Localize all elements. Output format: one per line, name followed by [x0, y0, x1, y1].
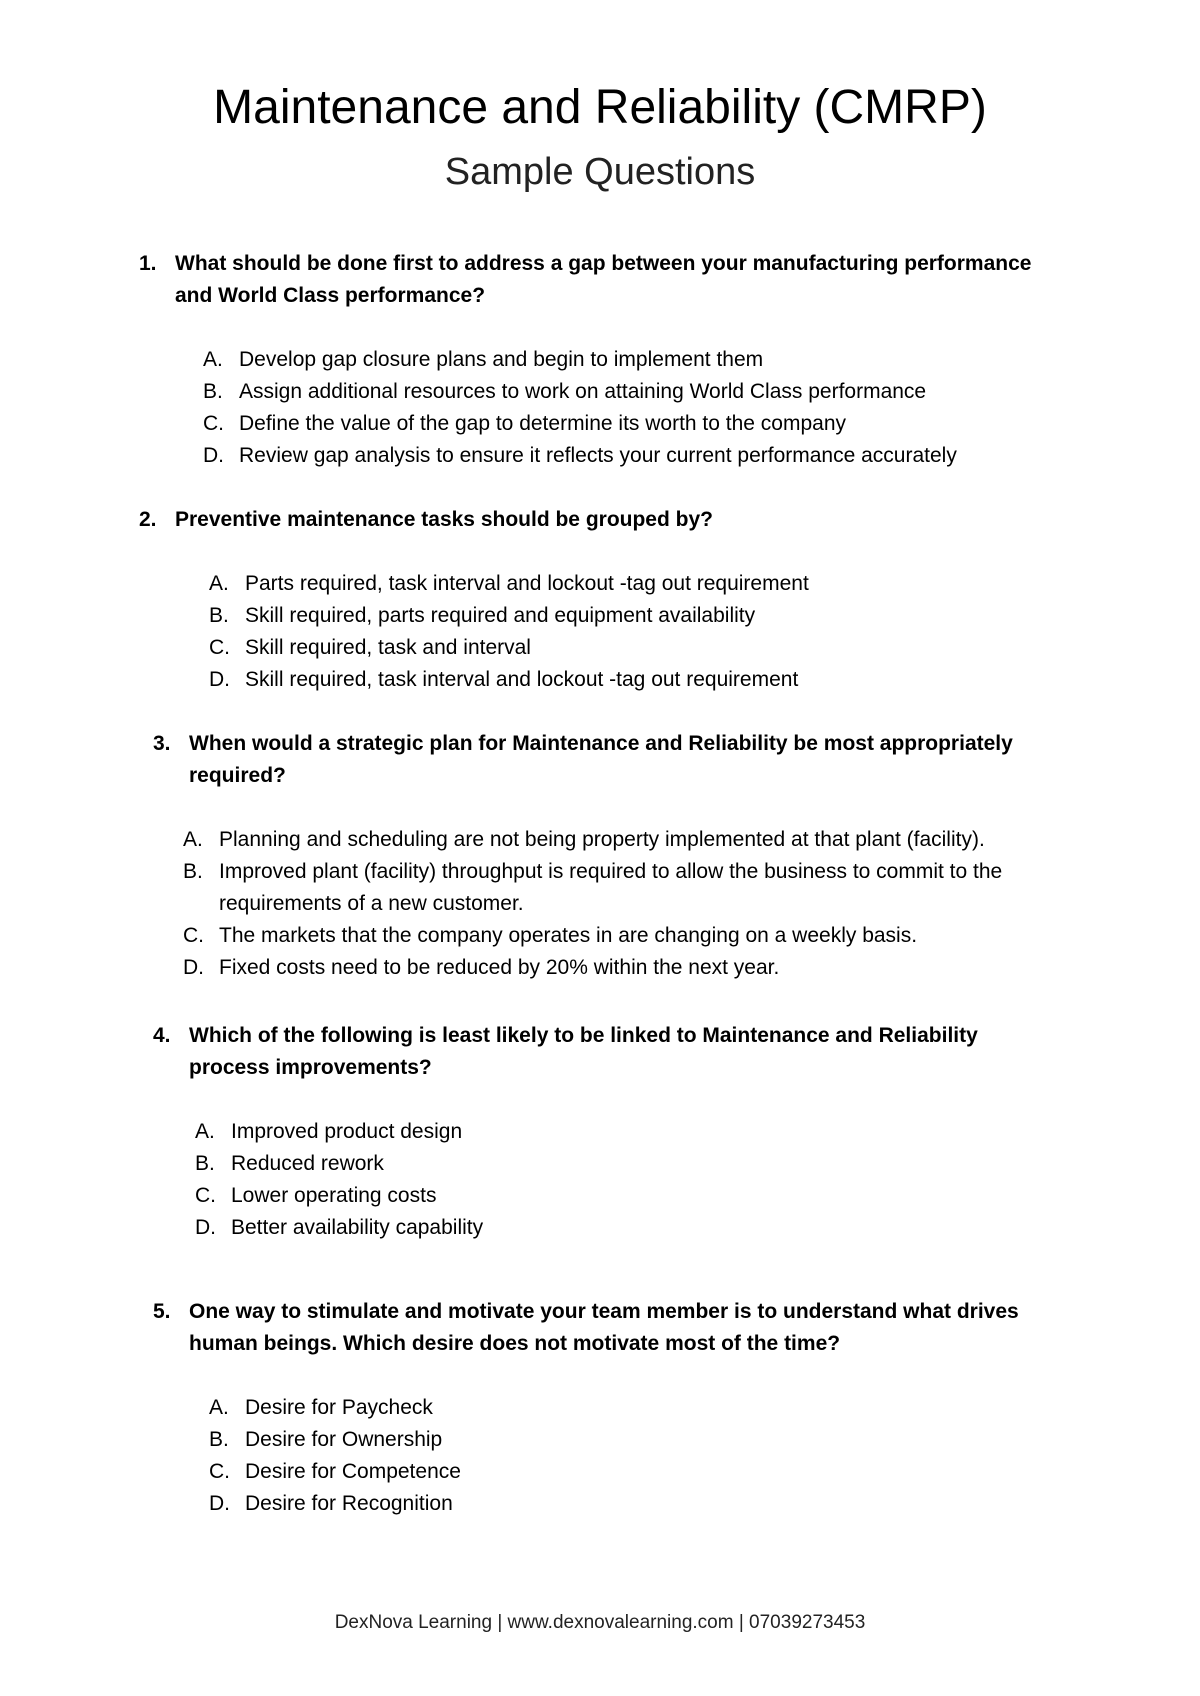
question-text: 5. One way to stimulate and motivate your team member is to understand what drives human beings. Which desire does not motivate most of the time? — [153, 1296, 1069, 1360]
page-subtitle: Sample Questions — [444, 151, 756, 193]
option-d[interactable]: D. Fixed costs need to be reduced by 20% within the next year. — [183, 956, 780, 979]
question-text: 3. When would a strategic plan for Maintenance and Reliability be most appropriately required? — [153, 728, 1039, 792]
question-5 — [153, 1296, 1053, 1520]
option-a[interactable]: A. Improved product design — [195, 1120, 463, 1143]
question-text: 1. What should be done first to address a gap between your manufacturing performance and World Class performance? — [139, 248, 1049, 312]
page-footer: DexNova Learning | www.dexnovalearning.com | 07039273453 — [334, 1612, 866, 1633]
answer-options — [209, 568, 1049, 696]
option-c[interactable]: C. Lower operating costs — [195, 1184, 437, 1207]
option-c[interactable]: C. Skill required, task and interval — [209, 636, 531, 659]
question-number: 5. — [153, 1300, 171, 1323]
option-c[interactable]: C. The markets that the company operates in are changing on a weekly basis. — [183, 924, 918, 947]
question-3 — [153, 728, 1053, 984]
question-text: 4. Which of the following is least likely to be linked to Maintenance and Reliability process improvements? — [153, 1020, 1039, 1084]
page-title: Maintenance and Reliability (CMRP) — [213, 81, 987, 134]
option-b[interactable]: B. Improved plant (facility) throughput is required to allow the business to commit to the requirements of a new customer. — [183, 860, 1003, 915]
question-text: 2. Preventive maintenance tasks should be grouped by? — [139, 504, 1049, 536]
question-4 — [153, 1020, 1053, 1244]
question-1 — [139, 248, 1049, 472]
answer-options — [183, 824, 1053, 984]
option-a[interactable]: A. Parts required, task interval and lockout -tag out requirement — [209, 572, 809, 595]
option-d[interactable]: D. Better availability capability — [195, 1216, 484, 1239]
option-c[interactable]: C. Desire for Competence — [209, 1460, 461, 1483]
option-c[interactable]: C. Define the value of the gap to determine its worth to the company — [203, 412, 847, 435]
question-number: 2. — [139, 508, 157, 531]
option-d[interactable]: D. Review gap analysis to ensure it reflects your current performance accurately — [203, 444, 957, 467]
option-d[interactable]: D. Skill required, task interval and lockout -tag out requirement — [209, 668, 799, 691]
option-a[interactable]: A. Develop gap closure plans and begin to implement them — [203, 348, 764, 371]
answer-options — [195, 1116, 1053, 1244]
option-a[interactable]: A. Planning and scheduling are not being property implemented at that plant (facility). — [183, 828, 985, 851]
option-b[interactable]: B. Skill required, parts required and equipment availability — [209, 604, 756, 627]
option-a[interactable]: A. Desire for Paycheck — [209, 1396, 433, 1419]
answer-options — [203, 344, 1049, 472]
option-d[interactable]: D. Desire for Recognition — [209, 1492, 453, 1515]
answer-options — [209, 1392, 1053, 1520]
option-b[interactable]: B. Desire for Ownership — [209, 1428, 443, 1451]
question-2 — [139, 504, 1049, 696]
question-number: 1. — [139, 252, 157, 275]
question-number: 3. — [153, 732, 171, 755]
option-b[interactable]: B. Reduced rework — [195, 1152, 384, 1175]
option-b[interactable]: B. Assign additional resources to work on attaining World Class performance — [203, 380, 927, 403]
question-number: 4. — [153, 1024, 171, 1047]
